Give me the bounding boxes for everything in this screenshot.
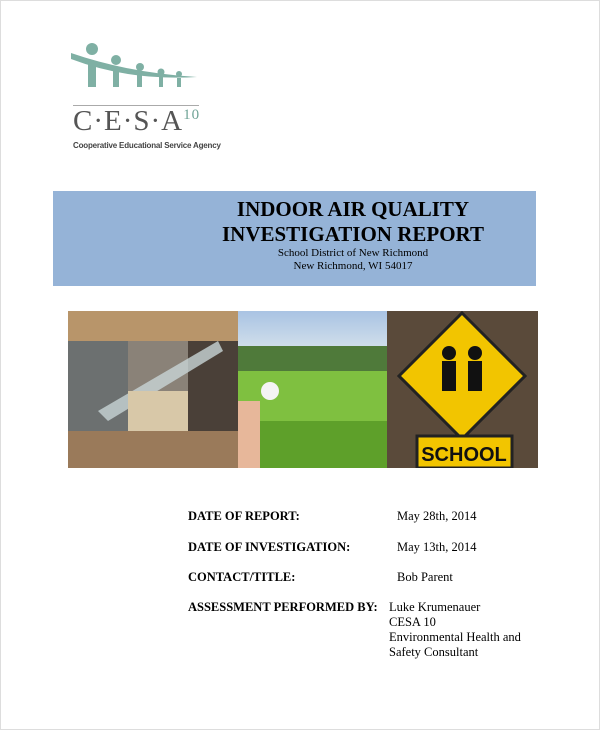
- assessor-org: CESA 10: [389, 615, 436, 629]
- report-title-line2: INVESTIGATION REPORT: [221, 222, 484, 246]
- date-of-report-value: May 28th, 2014: [397, 509, 477, 523]
- contact-label: CONTACT/TITLE:: [188, 570, 296, 584]
- photo-collage: [68, 311, 538, 468]
- district-name: School District of New Richmond: [277, 247, 429, 259]
- logo-wordmark: [73, 105, 200, 138]
- meadow-dandelion-photo: [238, 311, 387, 468]
- report-title-line1: INDOOR AIR QUALITY: [236, 197, 470, 221]
- logo-tagline: Cooperative Educational Service Agency: [73, 141, 221, 150]
- assessor-title-line1: Environmental Health and: [389, 630, 521, 644]
- school-crossing-sign-photo: [387, 311, 538, 468]
- assessor-title-line2: Safety Consultant: [389, 645, 479, 659]
- logo-name: C·E·S·A: [73, 105, 184, 137]
- assessor-name: Luke Krumenauer: [389, 600, 481, 614]
- assessment-label: ASSESSMENT PERFORMED BY:: [188, 600, 378, 614]
- date-of-investigation-value: May 13th, 2014: [397, 540, 477, 554]
- date-of-investigation-label: DATE OF INVESTIGATION:: [188, 540, 351, 554]
- contact-value: Bob Parent: [397, 570, 453, 584]
- school-interior-photo: [68, 311, 238, 468]
- logo-number: 10: [183, 107, 201, 123]
- date-of-report-label: DATE OF REPORT:: [188, 509, 300, 523]
- district-address: New Richmond, WI 54017: [293, 260, 413, 272]
- sign-text: SCHOOL: [421, 444, 507, 466]
- title-banner: [53, 191, 536, 286]
